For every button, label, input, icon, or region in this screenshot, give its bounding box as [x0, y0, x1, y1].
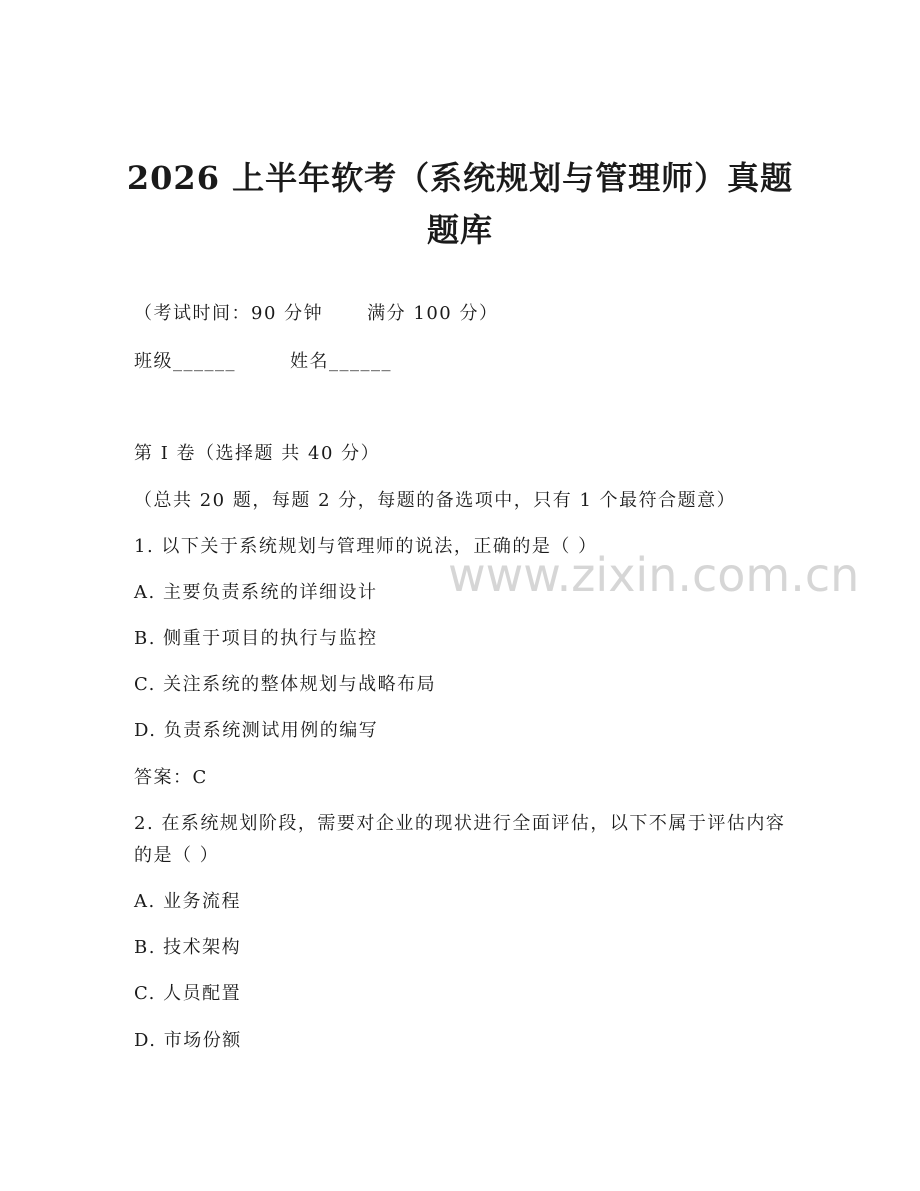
question-1-option-d: D. 负责系统测试用例的编写	[134, 720, 379, 741]
exam-info	[134, 302, 498, 326]
document-title-continued: 题库	[426, 211, 493, 249]
exam-score: 满分 100 分）	[367, 303, 499, 324]
watermark: www.zixin.com.cn	[448, 548, 860, 602]
question-1-option-c: C. 关注系统的整体规划与战略布局	[134, 674, 437, 695]
question-2-option-d: D. 市场份额	[134, 1030, 242, 1051]
question-1-option-b: B. 侧重于项目的执行与监控	[134, 628, 378, 649]
section-instruction: （总共 20 题，每题 2 分，每题的备选项中，只有 1 个最符合题意）	[134, 490, 737, 511]
question-2-option-c: C. 人员配置	[134, 983, 242, 1004]
name-field: 姓名______	[290, 351, 392, 372]
exam-time: （考试时间：90 分钟	[134, 303, 324, 324]
student-info	[134, 350, 392, 374]
question-1-stem: 1. 以下关于系统规划与管理师的说法，正确的是（ ）	[134, 536, 598, 557]
question-2-option-a: A. 业务流程	[134, 891, 241, 912]
question-1-option-a: A. 主要负责系统的详细设计	[134, 582, 378, 603]
section-heading: 第 I 卷（选择题 共 40 分）	[134, 443, 381, 464]
class-field: 班级______	[134, 351, 236, 372]
question-2-option-b: B. 技术架构	[134, 937, 242, 958]
document-title: 2026 上半年软考（系统规划与管理师）真题	[126, 159, 794, 197]
question-2-stem: 2. 在系统规划阶段，需要对企业的现状进行全面评估，以下不属于评估内容的是（ ）	[134, 813, 786, 866]
question-1-answer: 答案：C	[134, 767, 208, 788]
